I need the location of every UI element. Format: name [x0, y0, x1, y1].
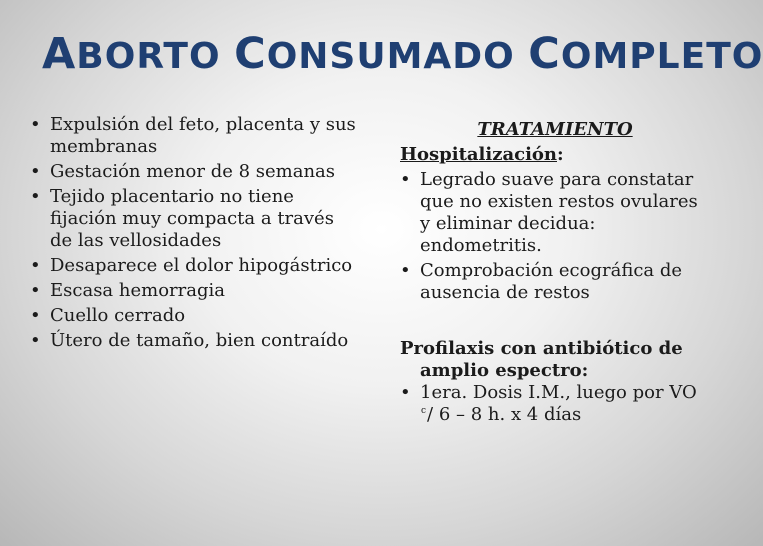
title-letter-c2: C	[528, 29, 561, 79]
treatment-title: TRATAMIENTO	[477, 119, 633, 140]
right-column	[400, 114, 710, 429]
title-word-consumado: ONSUMADO	[266, 36, 529, 77]
hospitalization-heading	[400, 144, 710, 166]
title-word-completo: OMPLETO	[560, 36, 763, 77]
dose-item	[400, 382, 710, 426]
hospitalization-label: Hospitalización	[400, 144, 557, 165]
title-letter-a: A	[42, 29, 77, 79]
list-item: • Tejido placentario no tiene fijación muy compacta a través de las vellosidades	[30, 186, 360, 252]
list-item: • Expulsión del feto, placenta y sus membranas	[30, 114, 360, 158]
dose-superscript: c	[421, 406, 427, 416]
slide-title	[42, 29, 763, 79]
list-item: • Útero de tamaño, bien contraído	[30, 330, 360, 352]
list-item: • Desaparece el dolor hipogástrico	[30, 255, 360, 277]
dose-suffix: / 6 – 8 h. x 4 días	[427, 404, 582, 425]
title-letter-c1: C	[234, 29, 267, 79]
dose-prefix: 1era. Dosis I.M., luego por VO	[420, 382, 697, 403]
list-item: • Escasa hemorragia	[30, 280, 360, 302]
symptoms-list	[30, 114, 360, 352]
hospitalization-colon: :	[557, 144, 564, 165]
list-item: • Cuello cerrado	[30, 305, 360, 327]
title-word-aborto: BORTO	[76, 36, 235, 77]
list-item: • Comprobación ecográfica de ausencia de restos	[400, 260, 710, 304]
hospital-list	[400, 169, 710, 304]
profilaxis-heading: Profilaxis con antibiótico de amplio espectro:	[400, 338, 683, 381]
dose-list	[400, 382, 710, 426]
left-column	[30, 114, 360, 355]
list-item: • Gestación menor de 8 semanas	[30, 161, 360, 183]
list-item: • Legrado suave para constatar que no existen restos ovulares y eliminar decidua: endometritis.	[400, 169, 710, 257]
